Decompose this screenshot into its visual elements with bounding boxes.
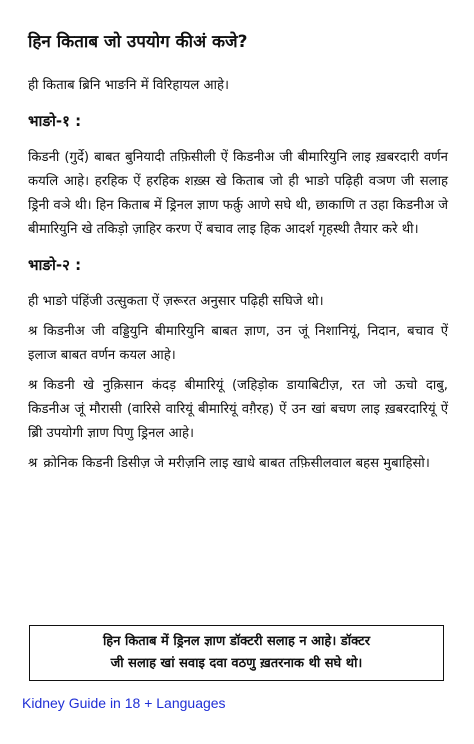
bullet-symbol: श्र: [28, 378, 38, 393]
disclaimer-line-1: हिन किताब में ड्रिनल ज्ञाण डॉक्टरी सलाह न आहे। डॉक्टर: [102, 634, 371, 649]
intro-text: ही किताब ब्रिनि भाङनि में विरिहायल आहे।: [28, 78, 230, 93]
disclaimer-line-2: जी सलाह खां सवाइ दवा वठणु ख़तरनाक थी सघे थो।: [110, 656, 363, 671]
section1-paragraph: किडनी (गुर्दे) बाबत बुनियादी तफ़िसीली ऐं किडनीअ जी बीमारियुनि लाइ ख़बरदारी वर्णन कयलि आहे। हरहिक ऐं हरहिक शख़्स खे किताब जो ही भाङो पढ़िही वञण जी सलाह ड्रिनी वञे थी। हिन किताब में ड्रिनल ज्ञाण फर्क़ु आणे सघे थी, छाकाणि त उहा किडनीअ जे बीमारियुनि खे तकिड़ो ज़ाहिर करण ऐं बचाव लाइ हिक आदर्श गृहस्थी तैयार करे थी।: [28, 150, 448, 237]
bullet-text: क्रोनिक किडनी डिसीज़ जे मरीज़नि लाइ खाधे बाबत तफ़िसीलवाल बहस मुबाहिसो।: [43, 456, 430, 471]
bullet-text: किडनी खे नुक़िसान कंदड़ बीमारियूं (जहिड़ोक डायाबिटीज़, रत जो ऊचो दाबु, किडनीअ जूं मौरासी (वारिसे वारियूं बीमारियूं वग़ैरह) ऐं उन खां बचण लाइ ख़बरदारियूं ऐं ब्रिी उपयोगी ज्ञाण पिणु ड्रिनल आहे।: [28, 378, 448, 441]
disclaimer-box: [29, 625, 444, 681]
section1-heading: भाङो-१ :: [28, 112, 82, 130]
bullet-symbol: श्र: [28, 456, 38, 471]
footer-link[interactable]: Kidney Guide in 18 + Languages: [22, 695, 226, 711]
section2-bullet-2: [28, 374, 448, 446]
section2-bullet-3: [28, 452, 448, 476]
section2-heading: भाङो-२ :: [28, 256, 82, 274]
page-title: हिन किताब जो उपयोग कीअं कजे?: [28, 32, 248, 52]
page-content: [28, 30, 448, 482]
bullet-symbol: श्र: [28, 324, 38, 339]
bullet-text: किडनीअ जी वड्डियुनि बीमारियुनि बाबत ज्ञाण, उन जूं निशानियूं, निदान, बचाव ऐं इलाज बाबत वर्णन कयल आहे।: [28, 324, 448, 363]
section2-paragraph: ही भाङो पंहिंजी उत्सुकता ऐं ज़रूरत अनुसार पढ़िही सघिजे थो।: [28, 294, 324, 309]
section2-bullet-1: [28, 320, 448, 368]
